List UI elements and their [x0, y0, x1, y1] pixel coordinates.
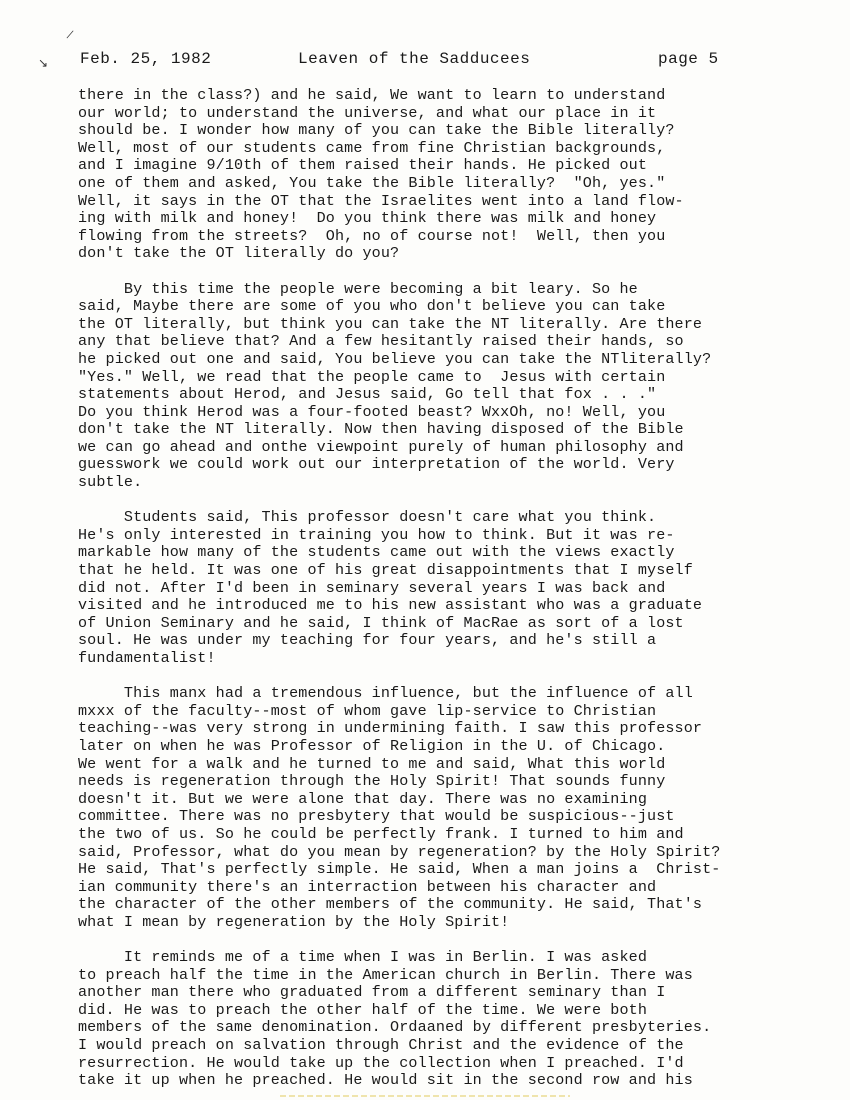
text-line: He's only interested in training you how to think. But it was re- — [78, 525, 675, 544]
text-line: doesn't it. But we were alone that day. There was no examining — [78, 789, 648, 808]
text-line: We went for a walk and he turned to me and said, What this world — [78, 754, 666, 773]
header-title: Leaven of the Sadducees — [298, 50, 531, 68]
text-line: It reminds me of a time when I was in Berlin. I was asked — [78, 948, 648, 967]
document-body — [78, 87, 790, 1107]
text-line: This manx had a tremendous influence, but the influence of all — [78, 684, 693, 703]
text-line: of Union Seminary and he said, I think of MacRae as sort of a lost — [78, 613, 684, 632]
paragraph — [78, 685, 790, 931]
text-line: needs is regeneration through the Holy Spirit! That sounds funny — [78, 772, 666, 791]
text-line: ian community there's an interraction between his character and — [78, 877, 657, 896]
paragraph — [78, 949, 790, 1090]
text-line: statements about Herod, and Jesus said, Go tell that fox . . ." — [78, 385, 657, 404]
text-line: Well, most of our students came from fine Christian backgrounds, — [78, 138, 666, 157]
text-line: don't take the OT literally do you? — [78, 244, 400, 263]
text-line: don't take the NT literally. Now then having disposed of the Bible — [78, 420, 684, 439]
text-line: Well, it says in the OT that the Israelites went into a land flow- — [78, 191, 684, 210]
text-line: members of the same denomination. Ordaaned by different presbyteries. — [78, 1018, 712, 1037]
text-line: to preach half the time in the American church in Berlin. There was — [78, 965, 693, 984]
text-line: take it up when he preached. He would sit in the second row and his — [78, 1071, 693, 1090]
margin-arrow-mark: ↘ — [38, 56, 49, 70]
text-line: He said, That's perfectly simple. He said, When a man joins a Christ- — [78, 860, 721, 879]
text-line: said, Maybe there are some of you who don't believe you can take — [78, 297, 666, 316]
text-line: that he held. It was one of his great disappointments that I myself — [78, 561, 693, 580]
text-line: flowing from the streets? Oh, no of course not! Well, then you — [78, 226, 666, 245]
text-line: resurrection. He would take up the collection when I preached. I'd — [78, 1053, 684, 1072]
paragraph — [78, 87, 790, 263]
text-line: should be. I wonder how many of you can take the Bible literally? — [78, 121, 675, 140]
text-line: the two of us. So he could be perfectly frank. I turned to him and — [78, 824, 684, 843]
text-line: "Yes." Well, we read that the people came to Jesus with certain — [78, 367, 666, 386]
text-line: what I mean by regeneration by the Holy Spirit! — [78, 912, 510, 931]
text-line: another man there who graduated from a different seminary than I — [78, 983, 666, 1002]
text-line: did not. After I'd been in seminary several years I was back and — [78, 578, 666, 597]
header-date: Feb. 25, 1982 — [80, 50, 212, 68]
text-line: subtle. — [78, 473, 143, 492]
text-line: ing with milk and honey! Do you think there was milk and honey — [78, 209, 657, 228]
text-line: later on when he was Professor of Religion in the U. of Chicago. — [78, 736, 666, 755]
scan-artifact-line — [280, 1095, 570, 1097]
text-line: the OT literally, but think you can take the NT literally. Are there — [78, 314, 703, 333]
text-line: we can go ahead and onthe viewpoint purely of human philosophy and — [78, 437, 684, 456]
paragraph — [78, 281, 790, 492]
text-line: guesswork we could work out our interpretation of the world. Very — [78, 455, 675, 474]
text-line: teaching--was very strong in undermining faith. I saw this professor — [78, 719, 703, 738]
header-page-number: page 5 — [658, 50, 719, 68]
text-line: and I imagine 9/10th of them raised their hands. He picked out — [78, 156, 648, 175]
text-line: Students said, This professor doesn't care what you think. — [78, 508, 657, 527]
text-line: did. He was to preach the other half of the time. We were both — [78, 1000, 648, 1019]
text-line: he picked out one and said, You believe you can take the NTliterally? — [78, 349, 712, 368]
text-line: Do you think Herod was a four-footed beast? WxxOh, no! Well, you — [78, 402, 666, 421]
text-line: I would preach on salvation through Christ and the evidence of the — [78, 1036, 684, 1055]
text-line: committee. There was no presbytery that would be suspicious--just — [78, 807, 675, 826]
text-line: said, Professor, what do you mean by regeneration? by the Holy Spirit? — [78, 842, 721, 861]
text-line: fundamentalist! — [78, 649, 216, 667]
text-line: soul. He was under my teaching for four years, and he's still a — [78, 631, 657, 650]
text-line: our world; to understand the universe, and what our place in it — [78, 103, 657, 122]
text-line: By this time the people were becoming a bit leary. So he — [78, 279, 638, 298]
text-line: visited and he introduced me to his new assistant who was a graduate — [78, 596, 703, 615]
text-line: the character of the other members of the community. He said, That's — [78, 895, 703, 914]
paragraph — [78, 509, 790, 667]
page-header — [80, 50, 780, 72]
text-line: markable how many of the students came out with the views exactly — [78, 543, 675, 562]
text-line: there in the class?) and he said, We want to learn to understand — [78, 86, 666, 104]
text-line: one of them and asked, You take the Bible literally? "Oh, yes." — [78, 173, 666, 192]
text-line: any that believe that? And a few hesitantly raised their hands, so — [78, 332, 684, 351]
text-line: mxxx of the faculty--most of whom gave lip-service to Christian — [78, 701, 657, 720]
